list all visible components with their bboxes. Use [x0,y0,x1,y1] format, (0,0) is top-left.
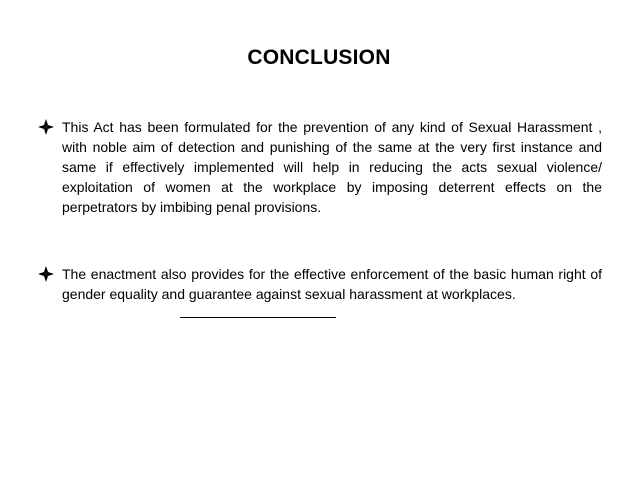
bullet-item [38,117,602,217]
bullet-text: The enactment also provides for the effective enforcement of the basic human right of gender equality and guarantee against sexual harassment at workplaces. [62,266,602,302]
slide-title: CONCLUSION [247,46,391,69]
diamond-bullet-icon [38,119,54,135]
diamond-bullet-icon [38,266,54,282]
bullet-item [38,264,602,304]
bullet-text: This Act has been formulated for the prevention of any kind of Sexual Harassment , with noble aim of detection and punishing of the same at the very first instance and same if effectively implemented will help in reducing the acts sexual violence/ exploitation of women at the workplace by imposing deterrent effects on the perpetrators by imbibing penal provisions. [62,119,602,215]
horizontal-rule [180,317,336,318]
